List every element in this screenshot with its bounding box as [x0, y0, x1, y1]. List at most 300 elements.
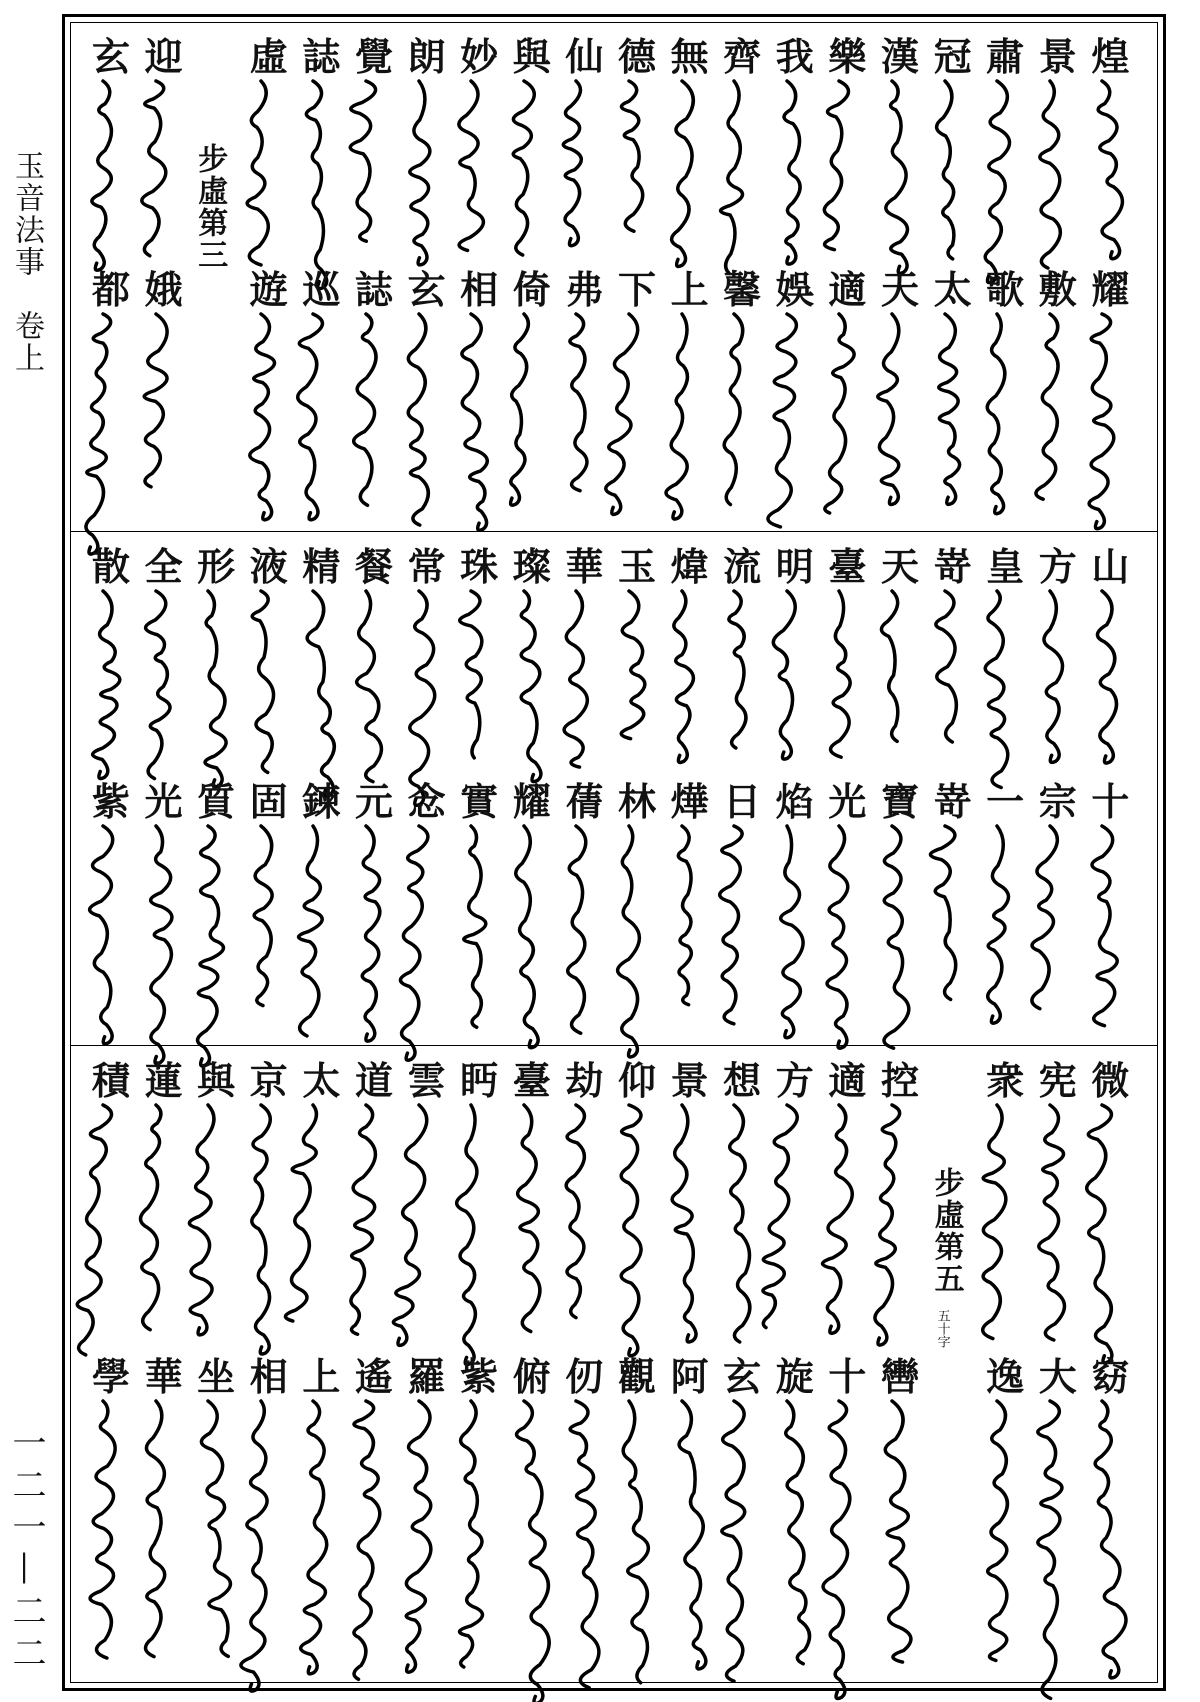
neume-melisma-icon [773, 1401, 813, 1674]
lyric-character: 都 [91, 267, 130, 312]
section-heading: 步虛第五 [928, 1167, 964, 1295]
lyric-character: 下 [617, 267, 656, 312]
notation-column [769, 533, 821, 1045]
neume-melisma-icon [1036, 591, 1076, 768]
neume-melisma-icon [773, 826, 813, 1029]
neume-melisma-icon [247, 1105, 287, 1343]
lyric-character: 焰 [775, 779, 814, 824]
lyric-character: 質 [197, 779, 236, 824]
notation-column [295, 23, 347, 531]
lyric-character: 念 [407, 779, 446, 824]
neume-melisma-icon [931, 591, 971, 768]
neume-melisma-icon [668, 1401, 708, 1674]
neume-melisma-icon [1036, 314, 1076, 515]
neume-melisma-icon [142, 81, 182, 256]
lyric-character: 冠 [933, 34, 972, 79]
neume-melisma-icon [983, 314, 1023, 515]
lyric-character: 煌 [1091, 34, 1130, 79]
neume-melisma-icon [878, 314, 918, 515]
notation-column [927, 533, 979, 1045]
lyric-character: 肅 [986, 34, 1025, 79]
neume-melisma-icon [405, 826, 445, 1029]
notation-column [506, 23, 558, 531]
neume-melisma-icon [247, 591, 287, 768]
lyric-character: 仰 [617, 1058, 656, 1103]
neume-melisma-icon [825, 826, 865, 1029]
lyric-character: 流 [723, 544, 762, 589]
lyric-character: 想 [723, 1058, 762, 1103]
notation-column [506, 1047, 558, 1690]
lyric-character: 逸 [986, 1354, 1025, 1399]
neume-melisma-icon [983, 81, 1023, 256]
panel-bottom [71, 1047, 1157, 1690]
notation-column [348, 23, 400, 531]
notation-column [664, 1047, 716, 1690]
notation-column [979, 23, 1031, 531]
neume-melisma-icon [562, 826, 602, 1029]
neume-melisma-icon [825, 591, 865, 768]
lyric-character: 十 [1091, 779, 1130, 824]
notation-column [874, 1047, 926, 1690]
lyric-character: 相 [460, 267, 499, 312]
notation-column [190, 23, 242, 531]
lyric-character: 觀 [617, 1354, 656, 1399]
neume-melisma-icon [89, 826, 129, 1029]
neume-melisma-icon [89, 81, 129, 256]
lyric-character: 珠 [460, 544, 499, 589]
section-heading: 步虛第三 [192, 143, 228, 271]
neume-melisma-icon [1036, 826, 1076, 1029]
neume-melisma-icon [720, 1105, 760, 1343]
lyric-character: 適 [828, 267, 867, 312]
neume-melisma-icon [668, 81, 708, 256]
lyric-character: 迎 [144, 34, 183, 79]
neume-melisma-icon [299, 81, 339, 256]
neume-melisma-icon [142, 1401, 182, 1674]
neume-melisma-icon [825, 314, 865, 515]
lyric-character: 華 [144, 1354, 183, 1399]
lyric-character: 形 [197, 544, 236, 589]
notation-column [348, 533, 400, 1045]
lyric-character: 阿 [670, 1354, 709, 1399]
neume-melisma-icon [405, 1105, 445, 1343]
lyric-character: 光 [144, 779, 183, 824]
neume-melisma-icon [720, 591, 760, 768]
page-number: 一二一—二二 [6, 1425, 46, 1677]
notation-column [1084, 1047, 1136, 1690]
neume-melisma-icon [720, 1401, 760, 1674]
neume-melisma-icon [405, 591, 445, 768]
neume-melisma-icon [352, 1401, 392, 1674]
neume-melisma-icon [615, 1105, 655, 1343]
lyric-character: 太 [302, 1058, 341, 1103]
neume-melisma-icon [720, 81, 760, 256]
lyric-character: 天 [880, 544, 919, 589]
neume-melisma-icon [983, 591, 1023, 768]
neume-melisma-icon [1036, 81, 1076, 256]
notation-column [401, 533, 453, 1045]
lyric-character: 俯 [512, 1354, 551, 1399]
neume-melisma-icon [668, 826, 708, 1029]
lyric-character: 景 [1038, 34, 1077, 79]
lyric-character: 寶 [880, 779, 919, 824]
notation-column [453, 533, 505, 1045]
neume-melisma-icon [562, 1401, 602, 1674]
neume-melisma-icon [405, 81, 445, 256]
neume-melisma-icon [983, 1105, 1023, 1343]
neume-melisma-icon [1088, 314, 1128, 515]
neume-melisma-icon [1088, 1401, 1128, 1674]
notation-column [1084, 533, 1136, 1045]
neume-melisma-icon [562, 1105, 602, 1343]
lyric-character: 太 [933, 267, 972, 312]
lyric-character: 仙 [565, 34, 604, 79]
lyric-character: 覺 [354, 34, 393, 79]
lyric-character: 無 [670, 34, 709, 79]
lyric-character: 紫 [460, 1354, 499, 1399]
neume-melisma-icon [510, 1105, 550, 1343]
neume-melisma-icon [668, 591, 708, 768]
neume-melisma-icon [510, 314, 550, 515]
neume-melisma-icon [1088, 591, 1128, 768]
lyric-character: 控 [880, 1058, 919, 1103]
neume-melisma-icon [825, 1401, 865, 1674]
neume-melisma-icon [457, 314, 497, 515]
neume-melisma-icon [931, 826, 971, 1029]
neume-melisma-icon [247, 81, 287, 256]
lyric-character: 馨 [723, 267, 762, 312]
lyric-character: 方 [1038, 544, 1077, 589]
lyric-character: 窈 [1091, 1354, 1130, 1399]
notation-column [664, 23, 716, 531]
lyric-character: 液 [249, 544, 288, 589]
notation-column [1032, 1047, 1084, 1690]
lyric-character: 倚 [512, 267, 551, 312]
lyric-character: 臺 [828, 544, 867, 589]
notation-column [821, 1047, 873, 1690]
panel-top [71, 23, 1157, 531]
notation-column [1084, 23, 1136, 531]
lyric-character: 仞 [565, 1354, 604, 1399]
lyric-character: 嵜 [933, 779, 972, 824]
neume-melisma-icon [668, 1105, 708, 1343]
neume-melisma-icon [615, 1401, 655, 1674]
notation-column [979, 533, 1031, 1045]
lyric-character: 天 [880, 267, 919, 312]
neume-melisma-icon [878, 1105, 918, 1343]
neume-melisma-icon [299, 1105, 339, 1343]
notation-column [295, 1047, 347, 1690]
notation-column [927, 23, 979, 531]
neume-melisma-icon [457, 1401, 497, 1674]
lyric-character: 道 [354, 1058, 393, 1103]
notation-column [348, 1047, 400, 1690]
lyric-character: 宪 [1038, 1058, 1077, 1103]
neume-melisma-icon [247, 826, 287, 1029]
neume-melisma-icon [615, 591, 655, 768]
notation-column [821, 23, 873, 531]
notation-column [716, 23, 768, 531]
lyric-character: 臺 [512, 1058, 551, 1103]
lyric-character: 與 [512, 34, 551, 79]
notation-column [138, 23, 190, 531]
notation-column [979, 1047, 1031, 1690]
lyric-character: 精 [302, 544, 341, 589]
lyric-character: 齊 [723, 34, 762, 79]
notation-column [138, 1047, 190, 1690]
neume-melisma-icon [773, 591, 813, 768]
lyric-character: 日 [723, 779, 762, 824]
lyric-character: 我 [775, 34, 814, 79]
lyric-character: 璨 [512, 544, 551, 589]
lyric-character: 相 [249, 1354, 288, 1399]
neume-melisma-icon [878, 81, 918, 256]
lyric-character: 光 [828, 779, 867, 824]
lyric-character: 煒 [670, 544, 709, 589]
lyric-character: 雲 [407, 1058, 446, 1103]
neume-melisma-icon [510, 591, 550, 768]
notation-column [243, 23, 295, 531]
neume-melisma-icon [457, 591, 497, 768]
neume-melisma-icon [194, 591, 234, 768]
neume-melisma-icon [142, 1105, 182, 1343]
neume-melisma-icon [720, 826, 760, 1029]
section-note: 五十字 [934, 1309, 950, 1348]
neume-melisma-icon [247, 1401, 287, 1674]
neume-melisma-icon [615, 81, 655, 256]
lyric-character: 散 [91, 544, 130, 589]
lyric-character: 實 [460, 779, 499, 824]
neume-melisma-icon [352, 1105, 392, 1343]
lyric-character: 娥 [144, 267, 183, 312]
notation-column [611, 1047, 663, 1690]
neume-melisma-icon [983, 826, 1023, 1029]
lyric-character: 積 [91, 1058, 130, 1103]
lyric-character: 上 [670, 267, 709, 312]
neume-melisma-icon [352, 826, 392, 1029]
neume-melisma-icon [773, 1105, 813, 1343]
neume-melisma-icon [510, 81, 550, 256]
lyric-character: 蓮 [144, 1058, 183, 1103]
notation-column [85, 1047, 137, 1690]
lyric-character: 遊 [249, 267, 288, 312]
panel-middle [71, 533, 1157, 1045]
neume-melisma-icon [825, 81, 865, 256]
notation-column [295, 533, 347, 1045]
lyric-character: 燁 [670, 779, 709, 824]
notation-column [874, 533, 926, 1045]
lyric-character: 元 [354, 779, 393, 824]
lyric-character: 敷 [1038, 267, 1077, 312]
lyric-character: 劫 [565, 1058, 604, 1103]
lyric-character: 羅 [407, 1354, 446, 1399]
neume-melisma-icon [1088, 81, 1128, 256]
lyric-character: 玄 [407, 267, 446, 312]
neume-melisma-icon [352, 591, 392, 768]
neume-melisma-icon [89, 1401, 129, 1674]
neume-melisma-icon [405, 1401, 445, 1674]
lyric-character: 耀 [512, 779, 551, 824]
lyric-character: 微 [1091, 1058, 1130, 1103]
neume-melisma-icon [615, 826, 655, 1029]
notation-column [769, 23, 821, 531]
lyric-character: 山 [1091, 544, 1130, 589]
notation-column [874, 23, 926, 531]
neume-melisma-icon [510, 1401, 550, 1674]
neume-melisma-icon [194, 1105, 234, 1343]
page-frame [62, 14, 1166, 1691]
neume-melisma-icon [457, 1105, 497, 1343]
neume-melisma-icon [142, 826, 182, 1029]
neume-melisma-icon [878, 591, 918, 768]
lyric-character: 明 [775, 544, 814, 589]
neume-melisma-icon [405, 314, 445, 515]
lyric-character: 旋 [775, 1354, 814, 1399]
neume-melisma-icon [562, 314, 602, 515]
lyric-character: 衆 [986, 1058, 1025, 1103]
lyric-character: 娛 [775, 267, 814, 312]
lyric-character: 虛 [249, 34, 288, 79]
notation-column [401, 1047, 453, 1690]
lyric-character: 林 [617, 779, 656, 824]
notation-column [664, 533, 716, 1045]
lyric-character: 一 [986, 779, 1025, 824]
neume-melisma-icon [720, 314, 760, 515]
notation-column [558, 533, 610, 1045]
panel-divider [71, 531, 1157, 532]
panel-divider [71, 1045, 1157, 1046]
notation-column [611, 533, 663, 1045]
lyric-character: 漢 [880, 34, 919, 79]
neume-melisma-icon [457, 826, 497, 1029]
neume-melisma-icon [773, 314, 813, 515]
margin-title: 玉音法事 卷上 [9, 150, 44, 374]
lyric-character: 全 [144, 544, 183, 589]
lyric-character: 上 [302, 1354, 341, 1399]
neume-melisma-icon [1036, 1105, 1076, 1343]
lyric-character: 餐 [354, 544, 393, 589]
lyric-character: 皇 [986, 544, 1025, 589]
notation-column [821, 533, 873, 1045]
neume-melisma-icon [457, 81, 497, 256]
neume-melisma-icon [1036, 1401, 1076, 1674]
lyric-character: 十 [828, 1354, 867, 1399]
notation-column [506, 533, 558, 1045]
lyric-character: 誌 [354, 267, 393, 312]
lyric-character: 鍊 [302, 779, 341, 824]
lyric-character: 固 [249, 779, 288, 824]
notation-column [716, 533, 768, 1045]
neume-melisma-icon [194, 1401, 234, 1674]
notation-column [927, 1047, 979, 1690]
notation-column [190, 1047, 242, 1690]
neume-melisma-icon [299, 591, 339, 768]
lyric-character: 妙 [460, 34, 499, 79]
neume-melisma-icon [510, 826, 550, 1029]
neume-melisma-icon [299, 314, 339, 515]
neume-melisma-icon [825, 1105, 865, 1343]
lyric-character: 歌 [986, 267, 1025, 312]
notation-column [85, 23, 137, 531]
lyric-character: 弗 [565, 267, 604, 312]
lyric-character: 與 [197, 1058, 236, 1103]
lyric-character: 玄 [91, 34, 130, 79]
neume-melisma-icon [1088, 1105, 1128, 1343]
neume-melisma-icon [89, 314, 129, 515]
notation-column [1032, 533, 1084, 1045]
lyric-character: 坐 [197, 1354, 236, 1399]
lyric-character: 常 [407, 544, 446, 589]
notation-column [138, 533, 190, 1045]
notation-column [558, 23, 610, 531]
lyric-character: 京 [249, 1058, 288, 1103]
notation-column [716, 1047, 768, 1690]
notation-column [1032, 23, 1084, 531]
neume-melisma-icon [299, 826, 339, 1029]
neume-melisma-icon [931, 314, 971, 515]
neume-melisma-icon [562, 81, 602, 256]
lyric-character: 誌 [302, 34, 341, 79]
lyric-character: 紫 [91, 779, 130, 824]
lyric-character: 轡 [880, 1354, 919, 1399]
notation-column [85, 533, 137, 1045]
neume-melisma-icon [773, 81, 813, 256]
neume-melisma-icon [668, 314, 708, 515]
lyric-character: 方 [775, 1058, 814, 1103]
lyric-character: 眄 [460, 1058, 499, 1103]
lyric-character: 玉 [617, 544, 656, 589]
lyric-character: 遙 [354, 1354, 393, 1399]
page-frame-inner [70, 22, 1158, 1683]
notation-column [190, 533, 242, 1045]
notation-column [401, 23, 453, 531]
notation-column [611, 23, 663, 531]
lyric-character: 巡 [302, 267, 341, 312]
lyric-character: 耀 [1091, 267, 1130, 312]
lyric-character: 嵜 [933, 544, 972, 589]
notation-column [769, 1047, 821, 1690]
lyric-character: 宗 [1038, 779, 1077, 824]
notation-column [243, 1047, 295, 1690]
notation-column [453, 23, 505, 531]
neume-melisma-icon [562, 591, 602, 768]
neume-melisma-icon [142, 591, 182, 768]
neume-melisma-icon [194, 826, 234, 1029]
lyric-character: 學 [91, 1354, 130, 1399]
neume-melisma-icon [89, 591, 129, 768]
neume-melisma-icon [352, 81, 392, 256]
neume-melisma-icon [142, 314, 182, 515]
neume-melisma-icon [878, 826, 918, 1029]
notation-column [453, 1047, 505, 1690]
neume-melisma-icon [983, 1401, 1023, 1674]
neume-melisma-icon [89, 1105, 129, 1343]
neume-melisma-icon [352, 314, 392, 515]
lyric-character: 玄 [723, 1354, 762, 1399]
neume-melisma-icon [299, 1401, 339, 1674]
lyric-character: 朗 [407, 34, 446, 79]
lyric-character: 大 [1038, 1354, 1077, 1399]
lyric-character: 蒨 [565, 779, 604, 824]
neume-melisma-icon [615, 314, 655, 515]
notation-column [558, 1047, 610, 1690]
lyric-character: 景 [670, 1058, 709, 1103]
lyric-character: 樂 [828, 34, 867, 79]
neume-melisma-icon [1088, 826, 1128, 1029]
lyric-character: 適 [828, 1058, 867, 1103]
notation-column [243, 533, 295, 1045]
neume-melisma-icon [878, 1401, 918, 1674]
